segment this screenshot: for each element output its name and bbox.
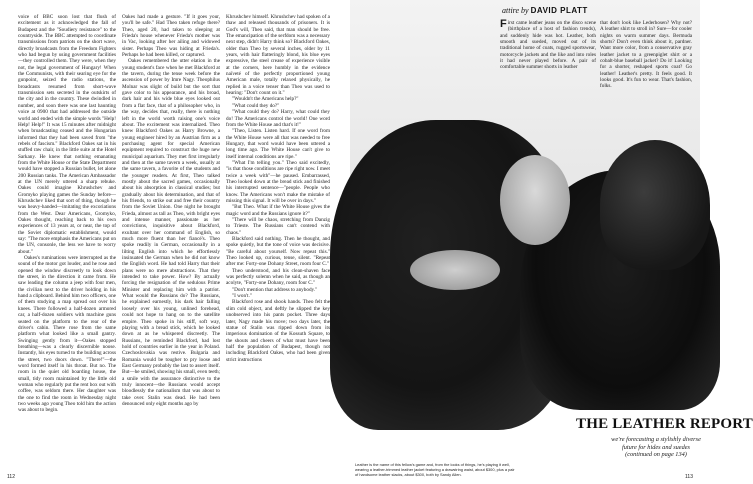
article-column-1 (18, 14, 116, 414)
feature-title: THE LEATHER REPORT (576, 416, 753, 432)
paragraph: "But Theo. What if the White House gives the magic word and the Russians ignore it?" (226, 204, 330, 217)
photo-face (500, 155, 570, 245)
paragraph: Blackford rose and shook hands. Theo felt the slim cold object, and deftly he slipped the key unobserved into his pants pocket. Three days later, Nagy made his move; two days later, the statue of Stalin was ripped down from its imperious domination of the Kossuth Square, to the shouts and cheers of what must have been half the population of Budapest, though not including Blackford Oakes, who had been given strict instructions (226, 299, 330, 363)
photo-hair (600, 140, 710, 270)
paragraph: "There will be chaos, stretching from Danzig to Trieste. The Russians can't contend with chaos." (226, 217, 330, 236)
article-column-2 (122, 14, 220, 407)
dek-text: we're forecasting a stylishly diverse future for hides and suedes (611, 436, 701, 451)
paragraph: "Theo, Listen. Listen hard. If one word from the White House were all that was needed to free Hungary, that word would have been uttered a long time ago. The White House can't give to itself internal conditions are ripe." (226, 128, 330, 160)
right-page (350, 0, 753, 484)
paragraph: "Wouldn't the Americans help?" (232, 96, 299, 103)
paragraph: "I won't." (232, 293, 252, 300)
article-column-3 (226, 14, 330, 363)
page-number-left: 112 (7, 474, 15, 480)
paragraph: Theo understood, and his clean-shaven face was perfectly solemn when he said, as though an acolyte, "Forty-one Dohany, room four C." (226, 267, 330, 287)
byline-by: by (521, 6, 529, 15)
feature-column-1 (500, 20, 596, 71)
paragraph: Oakes's ruminations were interrupted as the sound of the motor got louder, and he rose and opened the window discreetly to look down the street, in the direction it came from. He saw leading the column a jeep with four men, the civilian next to the driver holding in his hand a clipboard. Behind him two officers, one of them studying a map spread out over his knees. There followed a half-dozen armored car, a half-dozen soldiers with machine guns seated on the platform to the rear of the driver's cabin. There rose from the same platform what looked like a small gantry. Swinging gently from it—Oakes stopped breathing—was a clearly discernible noose. Instantly, his eyes turned to the building across the street, two doors down. "There!"—the word formed itself in his throat. But no. The room in the quiet old boarding house, the small, tidy room maintained by the little old woman who regularly put the rent box out with coffee, was seldom there. Her daughter was the one to find the room in Wednesday night two weeks ago young Theo told him the action was about to begin. (18, 255, 116, 414)
paragraph (500, 20, 596, 71)
paragraph: Oakes remembered the utter elation in the young student's face when he met Blackford at the tavern, during the tense week before the ascension of power by Imre Nagy. Theophilus Molnar was slight of build but the sort that gave color to his appearance, and his broad, dark hair and his wide blue eyes looked out from a flat face, that of a philosopher who, in the way, decides that, really, there is nothing left in the world worth raising one's voice about. The excitement was internalized. Theo knew Blackford Oakes as Harry Browne, a young engineer hired by an Austrian firm as a purchasing agent for special American equipment required to construct the huge new municipal aquarium. They met first irregularly and then at the same tavern a week, usually at the same tavern, a favorite of the students and the younger readers. At first, Theo talked mostly about the sacred games, occasionally about his absorption in classical studies; but gradually about his determination, and that of his friends, to strike out and free their country from the Soviet Union. One night he brought Frieda, almost as tall as Theo, with bright eyes and intense manner, passionate as her convictions, inquisitive about Blackford, exultant over her command of English, so much more fluent than her fiancé's. Theo spoke readily in German, occasionally in a lilting English into which he effortlessly insinuated the German when he did not know the English word. He had told Harry that their plans were no mere abstractions. That they intended to take power. How? By actually forcing the resignation of the sedulous Prime Minister and replacing him with a patriot. What would the Russians do? The Russians, he explained earnestly, his dark hair falling loosely over his young, unlined forehead, could not hope to hang on to the satellite empire. Theo spoke in his stiff, soft way, playing with a bread stick, which he looked down at as he whispered discreetly. The Russians, he reminded Blackford, had lost hold of countries earlier in the year in Poland. Czechoslovakia was restive. Bulgaria and Romania would be tougher to pry loose and East Germany probably the last to assert itself. But—he smiled, showing his small, even teeth; a smile with the assurance distinctive to the truly innocent—the Russians would accept bloodlessly the nationalism that was about to take over. Stalin was dead. He had been denounced only eight months ago by (122, 58, 220, 407)
paragraph: Oakes had made a gesture. "If it goes your, you'll be safe." Had Theo taken refuge there? Theo, aged 20, had taken to sleeping at Frieda's house whenever Frieda's mother was in Vac, looking after her ailing and widowed sister. Perhaps Theo was hiding at Frieda's. Perhaps he had been killed, or captured. (122, 14, 220, 59)
paragraph: Khrushchev himself. Khrushchev had spoken of a thaw and released thousands of prisoners. It is God's will, Theo said, that man should be free. The emancipation of the serfdom was a necessary next step, didn't Harry think so? Blackford Oakes, older than Theo by several inches, older by 11 years, with hair flatteringly blond, his blue eyes expressive, the steel crease of experience visible at the corners, here humbly in the evidence naïveté of the perfectly proportioned young American male, totally relaxed physically, he replied in a voice tenser than Theo was used to hearing: "Don't count on it." (226, 14, 330, 97)
drop-cap: F (500, 18, 507, 30)
photo-hand (410, 250, 500, 290)
page-number-right: 113 (685, 474, 693, 480)
byline-author: DAVID PLATT (530, 6, 588, 15)
feature-column-2 (600, 20, 692, 90)
paragraph: Blackford said nothing. Then he thought, and spoke quietly, but the tone of voice was decisive. "Be careful about yourself. Now repeat this." Theo looked up, curious, tense, silent. "Repeat after me: Forty-one Dohany Street, room four C." (226, 236, 330, 268)
paragraph: "What could they do? Harry, what could they do! The Americans control the world! One word from the White House and that's it!" (226, 109, 330, 128)
byline-section: attire (502, 6, 520, 15)
feature-dek (608, 436, 704, 459)
paragraph: "Don't mention that address to anybody." (232, 286, 318, 293)
photo-caption: Leather is the name of this fellow's game and, from the looks of things, he's playing it well, wearing a leather-trimmed leather jacket featuring a drawstring waist, about $300, plus a pair of handsome leather slacks, about $300, both by Sandy Allen. (355, 462, 515, 477)
paragraph: "What I'm telling you." Theo said excitedly, "is that those conditions are ripe right now. I meet twice a week with"—he paused. Embarrassed, Theo looked down at the bread stick and finished his interrupted sentence—"people. People who know. The Americans won't make the mistake of missing this signal. It will be over in days." (226, 159, 330, 204)
paragraph-text: irst came leather jeans on the disco scene (birthplace of a host of fashion trends), and suddenly hide was hot. Leather, both smooth and sueded, moved out of its traditional home of coats, rugged sportswear, motorcycle jackets and the like and into roles it had never played before. A pair of comfortable summer shorts in leather (500, 20, 596, 71)
paragraph: voice of BBC soon lost that flush of excitement as it acknowledged the fall of Budapest and the "Soudiery resistance" to the countryside. The BBC attempted to coordinate transmissions from patriots on the short wave, directly broadcasts from the Freedom Fighters who had begun by using government facilities—they controlled them. They were, when they not, the legal government of Hungary! When the Communists, with their searing eye for the gunpoint, seized the radio stations, the broadcasts resumed from short-wave transmission sets secreted in the outskirts of the city and in the country. These dwindled in number, and soon there was one last haunting voice at 0900 that had addressed the outside world and ended with the simple words "Help! Help! Help!" It was 15 minutes after midnight when broadcasting ceased and the Hungarian informed that they had been saved from "the rebels of fascism." Blackford Oakes sat in his stuffed raw chair, in the little suite at the Hotel Sarkany. He knew that nothing emanating from the White House or the State Department would have stopped a Russian bullet, let alone 200 Russian tanks. The American Ambassador at the UN merely uttered a sharp rebuke. Oakes could imagine Khrushchev and Gromyko playing games the Sunday before—Khrushchev liked that sort of thing, though he was heavy-handed—imitating the excoriations from the West. Dear Americans, Gromyko, Oakes thought, reaching back to his own experiences of 13 years at, or near, the top of the Soviet diplomatic establishment, would say: "The more emphasis the Americans put on the UN, consonle, the less we have to worry about." (18, 14, 116, 255)
continued-line: (continued on page 134) (625, 451, 687, 458)
paragraph: that don't look like Lederhosen? Why not? A leather shirt to stroll in? Sure—for cooler nights on warm summer days. Bermuda shorts? Don't even think about it, pardner. Want more color, from a conservative gray leather jacket to a greenpiglet shirt or a cobalt-blue baseball jacket? Do it! Looking for a shorter, reshaped sports coat? Go leather! Leather's pretty. It feels good. It looks good. It's fun to wear. That's fashion, folks. (600, 20, 692, 90)
byline (502, 6, 588, 15)
paragraph: "What could they do?" (232, 102, 280, 109)
left-page (0, 0, 350, 484)
